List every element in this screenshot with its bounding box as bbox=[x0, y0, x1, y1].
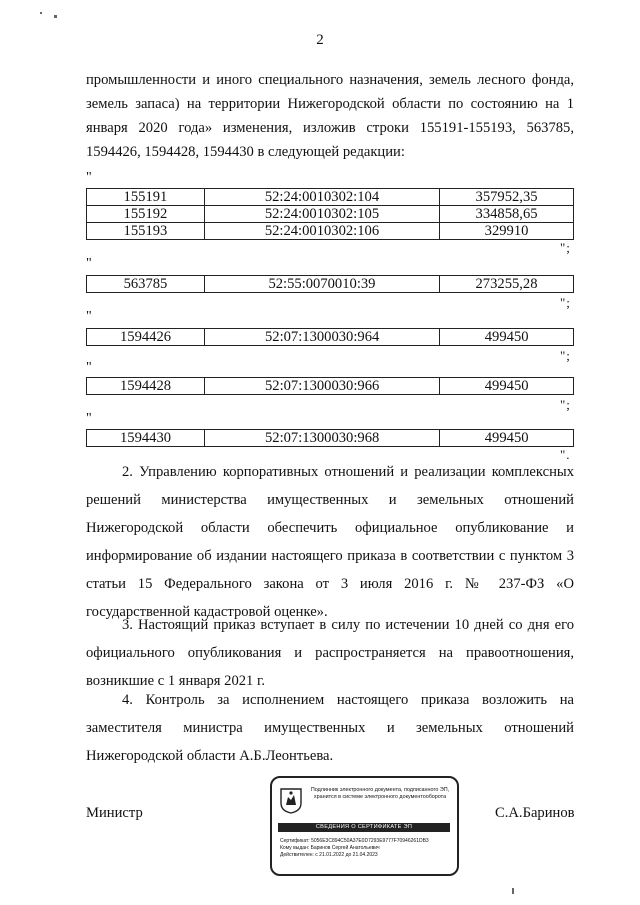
table-cell: 52:07:1300030:964 bbox=[205, 329, 440, 346]
table-cell: 155192 bbox=[87, 206, 205, 223]
stamp-certificate: Сертификат: 5056E3C894C50A37E0D7293E9777F70946261DB3 bbox=[280, 838, 429, 844]
table-cell: 1594426 bbox=[87, 329, 205, 346]
cadastral-table-4 bbox=[86, 377, 574, 395]
open-quote: " bbox=[86, 170, 92, 185]
table-cell: 273255,28 bbox=[440, 276, 574, 293]
stamp-issued-to: Кому выдан: Баринов Сергей Анатольевич bbox=[280, 845, 380, 851]
scan-mark bbox=[512, 888, 514, 894]
table-cell: 1594430 bbox=[87, 430, 205, 447]
table-cell: 334858,65 bbox=[440, 206, 574, 223]
table-cell: 52:07:1300030:968 bbox=[205, 430, 440, 447]
table-cell: 329910 bbox=[440, 223, 574, 240]
table-row bbox=[87, 378, 574, 395]
open-quote: " bbox=[86, 309, 92, 324]
paragraph-3: 3. Настоящий приказ вступает в силу по истечении 10 дней со дня его официального опубликования и распространяется на правоотношения, возникшие с 1 января 2021 г. bbox=[86, 617, 574, 689]
table-cell: 52:07:1300030:966 bbox=[205, 378, 440, 395]
table-cell: 563785 bbox=[87, 276, 205, 293]
close-quote: "; bbox=[560, 348, 571, 363]
stamp-details bbox=[280, 838, 452, 859]
page-number: 2 bbox=[316, 32, 324, 48]
table-row bbox=[87, 189, 574, 206]
table-cell: 155193 bbox=[87, 223, 205, 240]
cadastral-table-5 bbox=[86, 429, 574, 447]
electronic-signature-stamp bbox=[270, 776, 459, 876]
open-quote: " bbox=[86, 360, 92, 375]
table-row bbox=[87, 223, 574, 240]
close-quote: "; bbox=[560, 240, 571, 255]
table-cell: 155191 bbox=[87, 189, 205, 206]
open-quote: " bbox=[86, 256, 92, 271]
table-cell: 357952,35 bbox=[440, 189, 574, 206]
table-row bbox=[87, 276, 574, 293]
close-quote: "; bbox=[560, 397, 571, 412]
paragraph-2: 2. Управлению корпоративных отношений и реализации комплексных решений министерства имущественных и земельных отношений Нижегородской области обеспечить официальное опубликование и информирование об издании настоящего приказа в соответствии с пунктом 3 статьи 15 Федерального закона от 3 июля 2016 г. № 237-ФЗ «О государственной кадастровой оценке». bbox=[86, 464, 574, 620]
table-cell: 52:24:0010302:106 bbox=[204, 223, 439, 240]
table-row bbox=[87, 329, 574, 346]
scan-mark bbox=[54, 15, 57, 18]
open-quote: " bbox=[86, 411, 92, 426]
close-quote: ". bbox=[560, 447, 571, 462]
stamp-validity: Действителен: с 21.01.2022 до 21.04.2023 bbox=[280, 852, 378, 858]
coat-of-arms-icon bbox=[280, 788, 302, 814]
intro-paragraph: промышленности и иного специального назначения, земель лесного фонда, земель запаса) на территории Нижегородской области по состоянию на 1 января 2020 года» изменения, изложив строки 155191-155193, 563785, 1594426, 1594428, 1594430 в следующей редакции: bbox=[86, 72, 574, 160]
signatory-name: С.А.Баринов bbox=[495, 805, 575, 821]
table-cell: 52:55:0070010:39 bbox=[204, 276, 439, 293]
cadastral-table-1 bbox=[86, 188, 574, 240]
table-cell: 499450 bbox=[440, 329, 574, 346]
stamp-title-bar: СВЕДЕНИЯ О СЕРТИФИКАТЕ ЭП bbox=[278, 823, 450, 832]
scan-mark bbox=[40, 12, 42, 14]
cadastral-table-3 bbox=[86, 328, 574, 346]
table-cell: 1594428 bbox=[87, 378, 205, 395]
cadastral-table-2 bbox=[86, 275, 574, 293]
close-quote: "; bbox=[560, 295, 571, 310]
table-cell: 499450 bbox=[440, 378, 574, 395]
signatory-title: Министр bbox=[86, 805, 143, 821]
table-cell: 52:24:0010302:105 bbox=[204, 206, 439, 223]
stamp-header: Подлинник электронного документа, подписанного ЭП, хранится в системе электронного документооборота bbox=[310, 787, 450, 800]
table-cell: 499450 bbox=[440, 430, 574, 447]
table-row bbox=[87, 430, 574, 447]
paragraph-4: 4. Контроль за исполнением настоящего приказа возложить на заместителя министра имущественных и земельных отношений Нижегородской области А.Б.Леонтьева. bbox=[86, 692, 574, 764]
table-row bbox=[87, 206, 574, 223]
table-cell: 52:24:0010302:104 bbox=[204, 189, 439, 206]
